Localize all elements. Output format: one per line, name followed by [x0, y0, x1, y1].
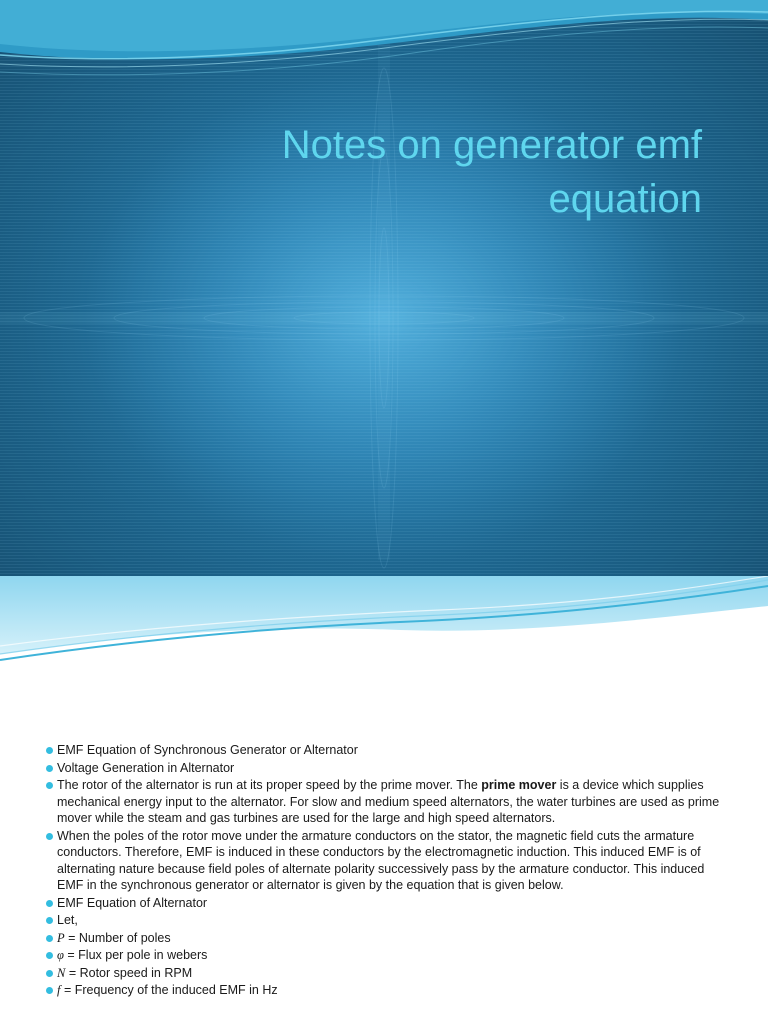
bullet-dot-icon	[46, 782, 53, 789]
slide-title	[142, 118, 702, 226]
content-wave-decoration	[0, 576, 768, 676]
bullet-item: The rotor of the alternator is run at its proper speed by the prime mover. The prime mover is a device which supplies mechanical energy input to the alternator. For slow and medium speed alternators, the water turbines are used as prime mover while the steam and gas turbines are used for the large and high speed alternators.	[46, 777, 726, 827]
bullet-item: N = Rotor speed in RPM	[46, 965, 726, 982]
bullet-dot-icon	[46, 747, 53, 754]
prime-mover-term: prime mover	[481, 778, 557, 792]
variable-symbol: P	[57, 930, 65, 945]
bullet-dot-icon	[46, 970, 53, 977]
bullet-dot-icon	[46, 765, 53, 772]
bullet-item: f = Frequency of the induced EMF in Hz	[46, 982, 726, 999]
bullet-dot-icon	[46, 833, 53, 840]
title-line-2: equation	[548, 177, 702, 221]
title-line-1: Notes on generator emf	[281, 123, 702, 167]
variable-symbol: f	[57, 983, 61, 997]
variable-symbol: φ	[57, 948, 64, 962]
bullet-item: EMF Equation of Alternator	[46, 895, 726, 912]
bullet-item: EMF Equation of Synchronous Generator or Alternator	[46, 742, 726, 759]
bullet-item: Let,	[46, 912, 726, 929]
bullet-dot-icon	[46, 900, 53, 907]
bullet-dot-icon	[46, 952, 53, 959]
top-wave-decoration	[0, 0, 768, 95]
bullet-item: Voltage Generation in Alternator	[46, 760, 726, 777]
bullet-item: φ = Flux per pole in webers	[46, 947, 726, 964]
bullet-list	[46, 742, 726, 1000]
variable-symbol: N	[57, 965, 66, 980]
bullet-dot-icon	[46, 987, 53, 994]
content-slide	[0, 576, 768, 1024]
bullet-item: When the poles of the rotor move under the armature conductors on the stator, the magnetic field cuts the armature conductors. Therefore, EMF is induced in these conductors by the electromagnetic induction. This induced EMF is of alternating nature because field poles of alternate polarity successively pass by the armature conductor. This induced EMF in the synchronous generator or alternator is given by the equation that is given below.	[46, 828, 726, 894]
bullet-item: P = Number of poles	[46, 930, 726, 947]
bullet-dot-icon	[46, 935, 53, 942]
bullet-dot-icon	[46, 917, 53, 924]
